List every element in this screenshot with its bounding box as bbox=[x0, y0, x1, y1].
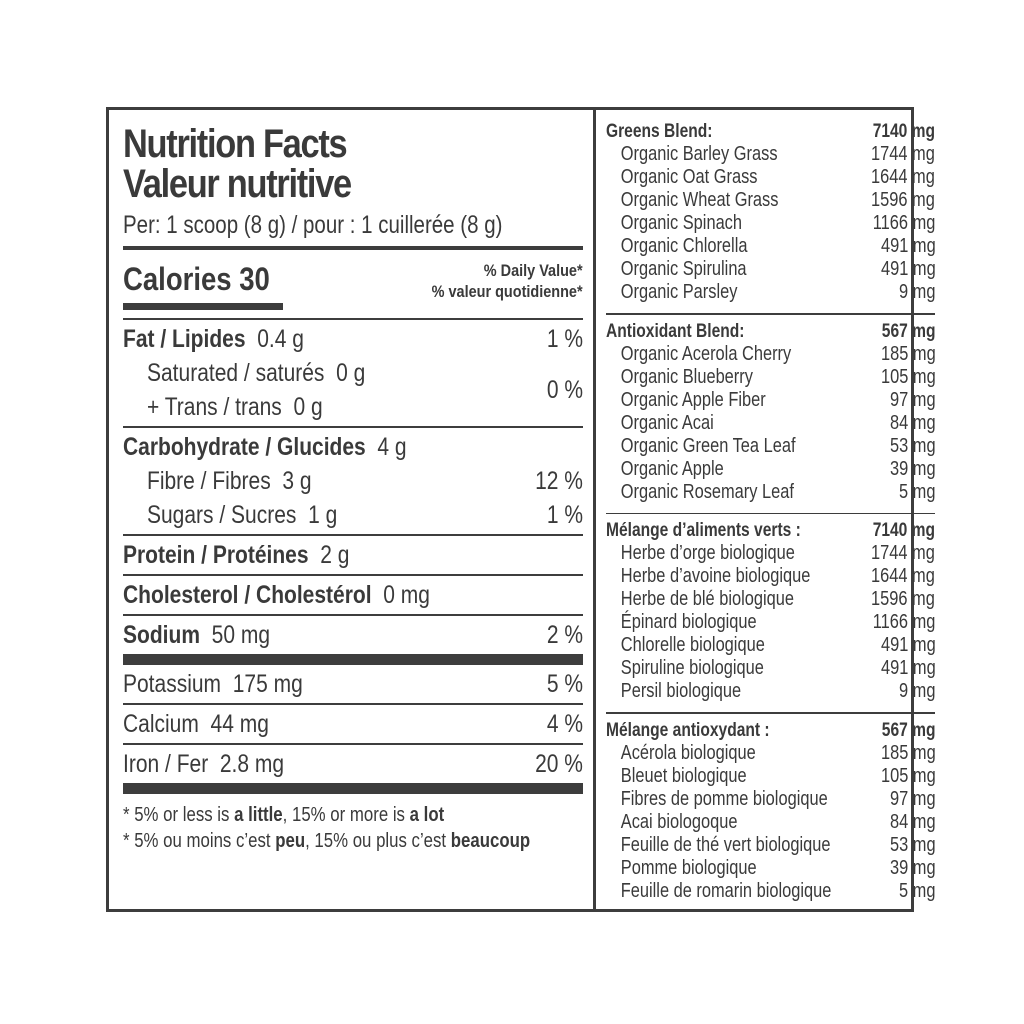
blend-divider bbox=[606, 513, 935, 515]
blend-item bbox=[606, 235, 935, 258]
fat-label: Fat / Lipides bbox=[123, 325, 246, 353]
blend-item bbox=[606, 189, 935, 212]
calcium-pct: 4 % bbox=[546, 710, 583, 738]
ingredient-name: Herbe d’orge biologique bbox=[620, 542, 795, 564]
blend-item bbox=[606, 542, 935, 565]
ingredient-name: Feuille de romarin biologique bbox=[620, 879, 832, 902]
ingredient-amount: 97 mg bbox=[889, 787, 936, 810]
carb-label: Carbohydrate / Glucides bbox=[123, 433, 366, 461]
ingredient-name: Organic Chlorella bbox=[620, 235, 748, 257]
ingredient-amount: 105 mg bbox=[880, 764, 936, 787]
blend-divider bbox=[606, 313, 935, 315]
blend-section bbox=[606, 719, 935, 909]
trans-amount: 0 g bbox=[293, 393, 323, 421]
ingredient-name: Organic Wheat Grass bbox=[620, 189, 779, 211]
calcium-amount: 44 mg bbox=[210, 710, 269, 738]
ingredient-amount: 39 mg bbox=[889, 856, 936, 879]
ingredient-amount: 9 mg bbox=[898, 680, 936, 702]
blend-item bbox=[606, 634, 935, 657]
ingredient-name: Spiruline biologique bbox=[620, 657, 764, 679]
blend-item bbox=[606, 611, 935, 634]
iron-row bbox=[123, 747, 583, 781]
carb-block bbox=[123, 428, 583, 534]
ingredient-name: Persil biologique bbox=[620, 680, 742, 702]
ingredient-amount: 1644 mg bbox=[871, 166, 936, 188]
fat-row bbox=[123, 322, 583, 356]
trans-label: + Trans / trans bbox=[147, 393, 282, 421]
ingredient-name: Organic Blueberry bbox=[620, 365, 753, 388]
calcium-label: Calcium bbox=[123, 710, 199, 738]
ingredient-amount: 84 mg bbox=[889, 411, 936, 434]
blend-total: 567 mg bbox=[881, 719, 936, 741]
ingredient-name: Pomme biologique bbox=[620, 856, 757, 879]
calcium-row bbox=[123, 707, 583, 741]
iron-amount: 2.8 mg bbox=[219, 750, 285, 778]
ingredient-name: Acai biologoque bbox=[620, 810, 738, 833]
daily-value-header bbox=[432, 260, 583, 302]
potassium-row bbox=[123, 667, 583, 701]
protein-row bbox=[123, 538, 583, 572]
ingredient-name: Organic Barley Grass bbox=[620, 143, 778, 165]
blend-item bbox=[606, 435, 935, 458]
ingredient-amount: 97 mg bbox=[889, 388, 936, 411]
blend-item bbox=[606, 765, 935, 788]
ingredient-name: Organic Spirulina bbox=[620, 258, 747, 280]
protein-block bbox=[123, 536, 583, 574]
blend-section bbox=[606, 320, 935, 510]
ingredient-amount: 185 mg bbox=[880, 741, 936, 764]
calories-bar bbox=[123, 303, 283, 310]
ingredient-amount: 39 mg bbox=[889, 457, 936, 480]
blend-header bbox=[606, 519, 935, 542]
blend-total: 567 mg bbox=[881, 320, 936, 342]
protein-label: Protein / Protéines bbox=[123, 541, 309, 569]
ingredient-amount: 1596 mg bbox=[871, 588, 936, 610]
footnote-en-bold: a little bbox=[234, 804, 283, 826]
title-french: Valeur nutritive bbox=[123, 162, 351, 206]
ingredient-amount: 9 mg bbox=[898, 281, 936, 303]
ingredient-name: Organic Acerola Cherry bbox=[620, 342, 792, 365]
footnote-english bbox=[123, 802, 509, 828]
cholesterol-label: Cholesterol / Cholestérol bbox=[123, 581, 372, 609]
ingredient-amount: 1166 mg bbox=[872, 611, 936, 633]
ingredient-name: Organic Rosemary Leaf bbox=[620, 480, 794, 503]
sat-trans-pct: 0 % bbox=[546, 376, 583, 404]
ingredient-amount: 1644 mg bbox=[871, 565, 936, 587]
blend-item bbox=[606, 343, 935, 366]
footnote-en-part: , 15% or more is bbox=[282, 804, 410, 826]
ingredient-amount: 491 mg bbox=[880, 657, 936, 679]
sodium-row bbox=[123, 618, 583, 652]
fat-amount: 0.4 g bbox=[257, 325, 304, 353]
blend-header bbox=[606, 120, 935, 143]
iron-label: Iron / Fer bbox=[123, 750, 209, 778]
blend-item bbox=[606, 680, 935, 703]
ingredient-amount: 491 mg bbox=[880, 258, 936, 280]
daily-value-fr: % valeur quotidienne* bbox=[432, 282, 583, 301]
iron-pct: 20 % bbox=[535, 750, 583, 778]
ingredient-name: Organic Oat Grass bbox=[620, 166, 758, 188]
ingredient-name: Chlorelle biologique bbox=[620, 634, 765, 656]
blend-item bbox=[606, 143, 935, 166]
fibre-pct: 12 % bbox=[535, 467, 583, 495]
ingredient-name: Herbe d’avoine biologique bbox=[620, 565, 811, 587]
sugars-row bbox=[123, 498, 583, 532]
blend-item bbox=[606, 742, 935, 765]
blend-item bbox=[606, 281, 935, 304]
blend-section bbox=[606, 519, 935, 709]
potassium-label: Potassium bbox=[123, 670, 222, 698]
blend-divider bbox=[606, 712, 935, 714]
fat-block bbox=[123, 320, 583, 426]
ingredient-amount: 491 mg bbox=[880, 235, 936, 257]
title-english: Nutrition Facts bbox=[123, 122, 347, 166]
heavy-divider bbox=[123, 654, 583, 665]
blend-item bbox=[606, 811, 935, 834]
cholesterol-amount: 0 mg bbox=[383, 581, 430, 609]
ingredient-name: Herbe de blé biologique bbox=[620, 588, 795, 610]
sugars-label: Sugars / Sucres bbox=[147, 501, 297, 529]
blend-name: Antioxidant Blend: bbox=[606, 320, 745, 342]
ingredient-amount: 53 mg bbox=[889, 833, 936, 856]
ingredient-amount: 1166 mg bbox=[872, 212, 936, 234]
ingredient-name: Épinard biologique bbox=[620, 611, 757, 633]
saturated-label: Saturated / saturés bbox=[147, 359, 325, 387]
blend-header bbox=[606, 320, 935, 343]
blend-name: Mélange d’aliments verts : bbox=[606, 520, 801, 541]
cholesterol-block bbox=[123, 576, 583, 614]
blend-item bbox=[606, 366, 935, 389]
potassium-amount: 175 mg bbox=[232, 670, 303, 698]
nutrition-facts-panel bbox=[109, 110, 596, 909]
ingredient-amount: 53 mg bbox=[889, 434, 936, 457]
ingredient-amount: 1744 mg bbox=[871, 542, 936, 564]
blend-item bbox=[606, 481, 935, 504]
blend-item bbox=[606, 458, 935, 481]
footnote-fr-bold: beaucoup bbox=[450, 830, 531, 852]
ingredient-name: Organic Spinach bbox=[620, 212, 743, 234]
daily-value-en: % Daily Value* bbox=[484, 261, 583, 280]
blend-item bbox=[606, 212, 935, 235]
footnote-en-part: * 5% or less is bbox=[123, 804, 235, 826]
blend-item bbox=[606, 657, 935, 680]
serving-size: Per: 1 scoop (8 g) / pour : 1 cuillerée (8 g) bbox=[123, 211, 503, 239]
sodium-label: Sodium bbox=[123, 621, 201, 649]
footnote-fr-part: , 15% ou plus c’est bbox=[305, 830, 451, 852]
blend-item bbox=[606, 788, 935, 811]
iron-block bbox=[123, 745, 583, 783]
blend-item bbox=[606, 166, 935, 189]
fat-pct: 1 % bbox=[546, 325, 583, 353]
ingredient-amount: 1596 mg bbox=[871, 189, 936, 211]
ingredient-name: Organic Acai bbox=[620, 411, 714, 434]
potassium-pct: 5 % bbox=[546, 670, 583, 698]
blend-item bbox=[606, 880, 935, 903]
blend-header bbox=[606, 719, 935, 742]
ingredient-name: Organic Green Tea Leaf bbox=[620, 434, 796, 457]
blend-name: Mélange antioxydant : bbox=[606, 719, 770, 741]
blend-name: Greens Blend: bbox=[606, 121, 713, 142]
ingredient-amount: 84 mg bbox=[889, 810, 936, 833]
ingredient-amount: 105 mg bbox=[880, 365, 936, 388]
calories: Calories 30 bbox=[123, 261, 270, 297]
ingredient-amount: 491 mg bbox=[880, 634, 936, 656]
protein-amount: 2 g bbox=[320, 541, 350, 569]
sodium-pct: 2 % bbox=[546, 621, 583, 649]
footnote-french bbox=[123, 828, 531, 854]
ingredient-name: Feuille de thé vert biologique bbox=[620, 833, 831, 856]
ingredient-amount: 1744 mg bbox=[871, 143, 936, 165]
fibre-label: Fibre / Fibres bbox=[147, 467, 271, 495]
ingredient-name: Organic Apple bbox=[620, 457, 724, 480]
sugars-amount: 1 g bbox=[308, 501, 338, 529]
saturated-row bbox=[123, 356, 407, 390]
ingredient-name: Bleuet biologique bbox=[620, 764, 747, 787]
trans-row bbox=[123, 390, 407, 424]
blend-item bbox=[606, 389, 935, 412]
sat-trans-group bbox=[123, 356, 583, 424]
footnote-fr-part: * 5% ou moins c’est bbox=[123, 830, 276, 852]
blend-total: 7140 mg bbox=[872, 520, 936, 541]
calories-row bbox=[123, 250, 583, 302]
blend-item bbox=[606, 412, 935, 435]
ingredient-amount: 5 mg bbox=[898, 480, 936, 503]
blend-section bbox=[606, 120, 935, 310]
blend-item bbox=[606, 258, 935, 281]
footnote-en-bold: a lot bbox=[409, 804, 445, 826]
blend-item bbox=[606, 588, 935, 611]
calcium-block bbox=[123, 705, 583, 743]
cholesterol-row bbox=[123, 578, 583, 612]
ingredient-name: Acérola biologique bbox=[620, 741, 756, 764]
sodium-block bbox=[123, 616, 583, 654]
ingredient-name: Fibres de pomme biologique bbox=[620, 787, 828, 810]
potassium-block bbox=[123, 665, 583, 703]
blend-total: 7140 mg bbox=[872, 121, 936, 142]
fibre-amount: 3 g bbox=[282, 467, 312, 495]
ingredient-name: Organic Apple Fiber bbox=[620, 388, 766, 411]
ingredient-amount: 5 mg bbox=[898, 879, 936, 902]
blend-item bbox=[606, 565, 935, 588]
heavy-divider bbox=[123, 783, 583, 794]
fibre-row bbox=[123, 464, 583, 498]
ingredient-name: Organic Parsley bbox=[620, 281, 738, 303]
footnote-fr-bold: peu bbox=[275, 830, 306, 852]
carb-row bbox=[123, 430, 583, 464]
sodium-amount: 50 mg bbox=[211, 621, 271, 649]
saturated-amount: 0 g bbox=[336, 359, 366, 387]
ingredient-blends-panel bbox=[596, 110, 943, 909]
carb-amount: 4 g bbox=[377, 433, 407, 461]
blend-item bbox=[606, 834, 935, 857]
nutrition-label bbox=[106, 107, 936, 912]
ingredient-amount: 185 mg bbox=[880, 342, 936, 365]
sugars-pct: 1 % bbox=[546, 501, 583, 529]
blend-item bbox=[606, 857, 935, 880]
